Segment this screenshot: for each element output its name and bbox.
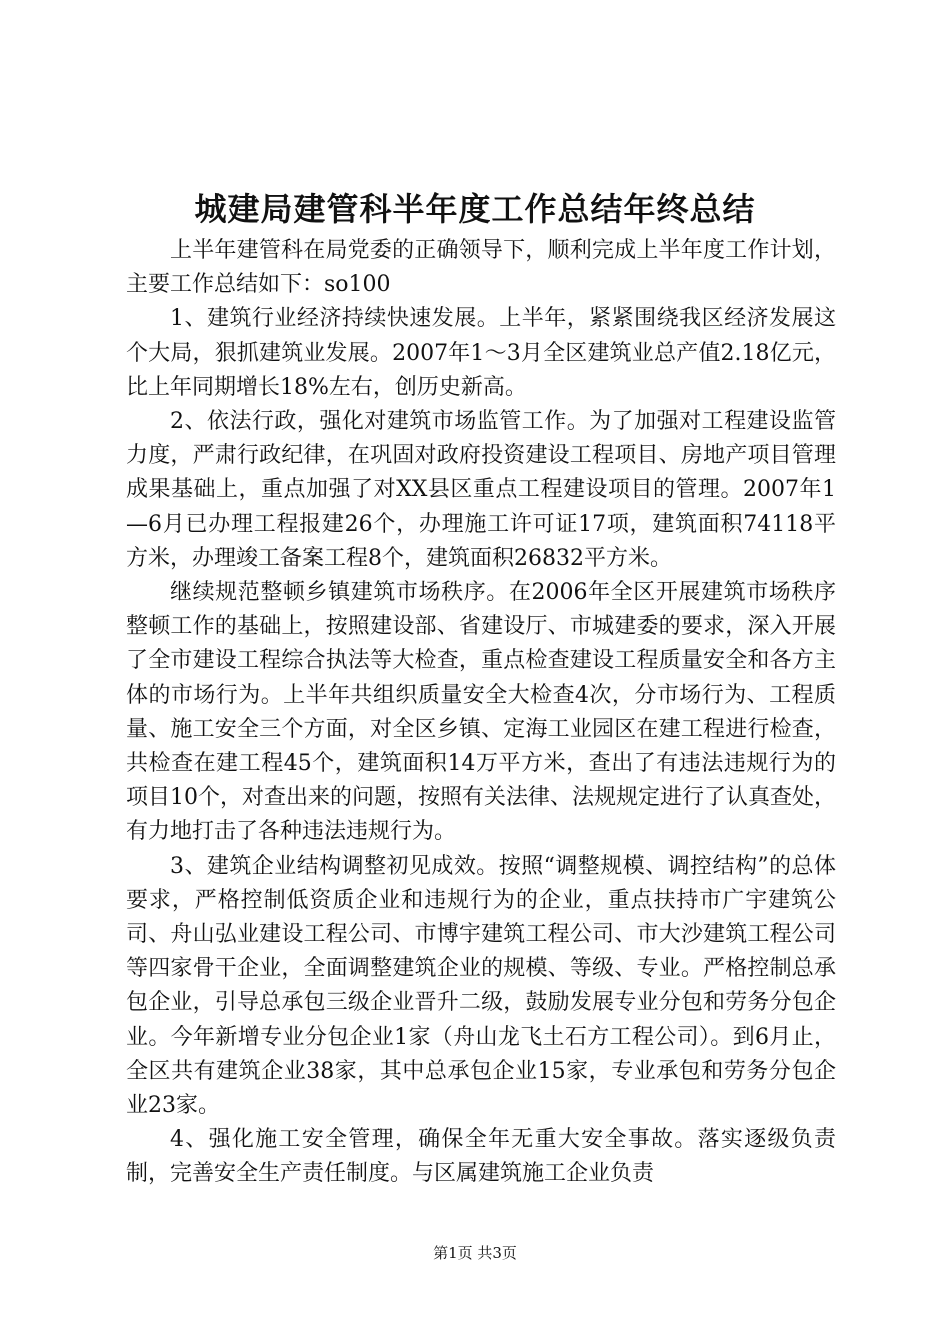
paragraph-market-supervision: 2、依法行政，强化对建筑市场监管工作。为了加强对工程建设监管力度，严肃行政纪律，在巩固对政府投资建设工程项目、房地产项目管理成果基础上，重点加强了对XX县区重点工程建设项目的管理。2007年1—6月已办理工程报建26个，办理施工许可证17项，建筑面积74118平方米，办理竣工备案工程8个，建筑面积26832平方米。 <box>126 409 836 571</box>
paragraph-industry-growth: 1、建筑行业经济持续快速发展。上半年，紧紧围绕我区经济发展这个大局，狠抓建筑业发展。2007年1～3月全区建筑业总产值2.18亿元，比上年同期增长18%左右，创历史新高。 <box>126 306 837 400</box>
page-footer: 第1页 共3页 <box>433 1244 517 1262</box>
document-body <box>126 234 836 1192</box>
paragraph-enterprise-structure: 3、建筑企业结构调整初见成效。按照“调整规模、调控结构”的总体要求，严格控制低资质企业和违规行为的企业，重点扶持市广宇建筑公司、舟山弘业建设工程公司、市博宇建筑工程公司、市大沙建筑工程公司等四家骨干企业，全面调整建筑企业的规模、等级、专业。严格控制总承包企业，引导总承包三级企业晋升二级，鼓励发展专业分包和劳务分包企业。今年新增专业分包企业1家（舟山龙飞土石方工程公司）。到6月止，全区共有建筑企业38家，其中总承包企业15家，专业承包和劳务分包企业23家。 <box>126 853 836 1119</box>
document-title: 城建局建管科半年度工作总结年终总结 <box>194 190 756 228</box>
paragraph-market-order: 继续规范整顿乡镇建筑市场秩序。在2006年全区开展建筑市场秩序整顿工作的基础上，按照建设部、省建设厅、市城建委的要求，深入开展了全市建设工程综合执法等大检查，重点检查建设工程质量安全和各方主体的市场行为。上半年共组织质量安全大检查4次，分市场行为、工程质量、施工安全三个方面，对全区乡镇、定海工业园区在建工程进行检查，共检查在建工程45个，建筑面积14万平方米，查出了有违法违规行为的项目10个，对查出来的问题，按照有关法律、法规规定进行了认真查处，有力地打击了各种违法违规行为。 <box>126 580 836 845</box>
paragraph-intro: 上半年建管科在局党委的正确领导下，顺利完成上半年度工作计划，主要工作总结如下：so100 <box>126 238 836 298</box>
paragraph-construction-safety: 4、强化施工安全管理，确保全年无重大安全事故。落实逐级负责制，完善安全生产责任制度。与区属建筑施工企业负责 <box>126 1127 836 1187</box>
